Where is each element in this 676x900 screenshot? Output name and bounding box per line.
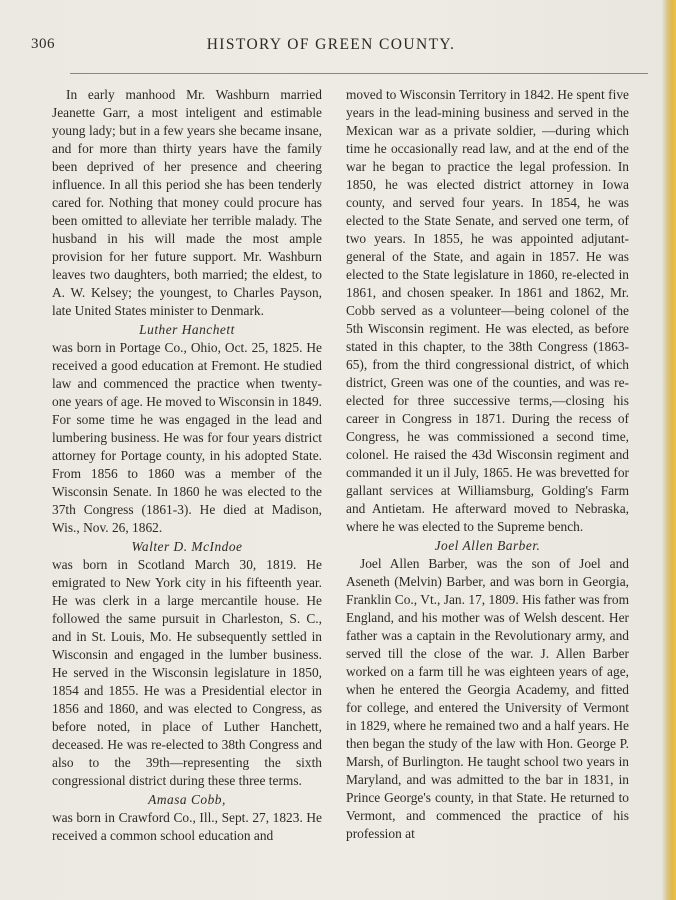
paragraph-hanchett: was born in Portage Co., Ohio, Oct. 25, 1825. He received a good education at Fremont. He studied law and commenced the practice when twenty-one years of age. He moved to Wisconsin in 1849. For some time he was engaged in the lead and lumbering business. He was for four years district attorney for Portage county, in his adopted State. From 1856 to 1860 was a member of the Wisconsin Senate. In 1860 he was elected to the 37th Congress (1861-3). He died at Madison, Wis., Nov. 26, 1862. <box>52 340 322 535</box>
heading-mcindoe: Walter D. McIndoe <box>131 539 243 554</box>
page-edge <box>662 0 676 900</box>
running-title: HISTORY OF GREEN COUNTY. <box>206 36 456 53</box>
paragraph-cobb: was born in Crawford Co., Ill., Sept. 27, 1823. He received a common school education and <box>52 810 322 843</box>
right-column <box>346 86 629 843</box>
paragraph-cobb-continued: moved to Wisconsin Territory in 1842. He spent five years in the lead-mining business and served in the Mexican war as a private soldier, —during which time he occasionally read law, and at the end of the war he began to practice the legal profession. In 1850, he was elected district attorney in Iowa county, and served four years. In 1854, he was elected to the State Senate, and served one term, of two years. In 1855, he was appointed adjutant-general of the State, and again in 1857. He was elected to the State legislature in 1860, re-elected in 1861, and chosen speaker. In 1861 and 1862, Mr. Cobb served as a volunteer—being colonel of the 5th Wisconsin regiment. He was elected, as before stated in this chapter, to the 38th Congress (1863-65), from the third congressional district, of which district, Green was one of the counties, and was re-elected for three successive terms,—closing his career in Congress in 1871. During the recess of Congress, he was commissioned a second time, colonel. He raised the 43d Wisconsin regiment and commanded it un il July, 1865. He was brevetted for gallant services at Williamsburg, Golding's Farm and Antietam. He afterward moved to Nebraska, where he was elected to the Supreme bench. <box>346 87 629 534</box>
header-rule <box>70 73 648 74</box>
heading-cobb: Amasa Cobb, <box>148 792 226 807</box>
paragraph-washburn: In early manhood Mr. Washburn married Jeanette Garr, a most inteligent and estimable young lady; but in a few years she became insane, and for more than thirty years have the family been deprived of her presence and cheering influence. In all this period she has been tenderly cared for. Nothing that money could procure has been omitted to alleviate her terrible malady. The husband in his will made the most ample provision for her future support. Mr. Washburn leaves two daughters, both married; the eldest, to A. W. Kelsey; the youngest, to Charles Payson, late United States minister to Denmark. <box>52 87 322 318</box>
heading-hanchett: Luther Hanchett <box>139 322 235 337</box>
page-header <box>31 36 631 58</box>
paragraph-mcindoe: was born in Scotland March 30, 1819. He emigrated to New York city in his fifteenth year. He was clerk in a large mercantile house. He followed the same pursuit in Charleston, S. C., and in St. Louis, Mo. He subsequently settled in Wisconsin and engaged in the lumber business. He served in the Wisconsin legislature in 1850, 1854 and 1855. He was a Presidential elector in 1856 and 1860, and was elected to Congress, as before noted, in place of Luther Hanchett, deceased. He was re-elected to 38th Congress and also to the 39th—representing the sixth congressional district during these three terms. <box>52 557 322 788</box>
page-number: 306 <box>31 36 55 52</box>
paragraph-barber: Joel Allen Barber, was the son of Joel and Aseneth (Melvin) Barber, and was born in Georgia, Franklin Co., Vt., Jan. 17, 1809. His father was from England, and his mother was of Welsh descent. Her father was a captain in the Revolutionary army, and served till the close of the war. J. Allen Barber worked on a farm till he was eighteen years of age, when he entered the Georgia Academy, and fitted for college, and entered the University of Vermont in 1829, where he remained two and a half years. He then began the study of the law with Hon. George P. Marsh, of Burlington. He taught school two years in Maryland, and was admitted to the bar in 1831, in Prince George's county, in that State. He returned to Vermont, and commenced the practice of his profession at <box>346 556 629 841</box>
left-column <box>52 86 322 845</box>
heading-barber: Joel Allen Barber. <box>434 538 541 553</box>
